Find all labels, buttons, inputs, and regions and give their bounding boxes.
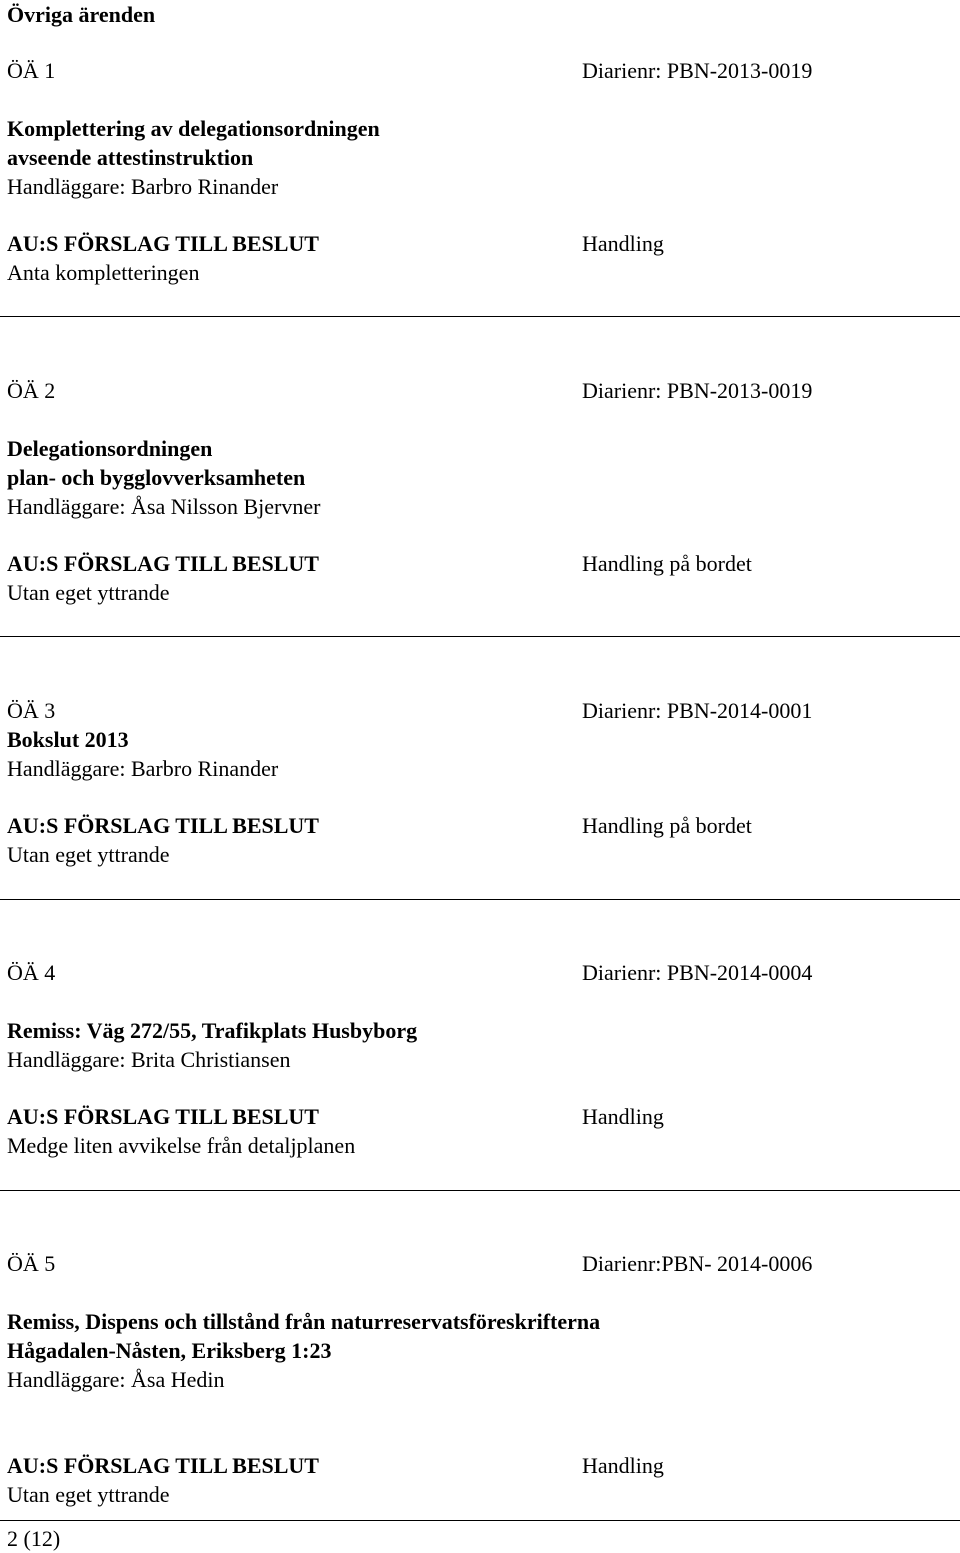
item-proposal: Utan eget yttrande (7, 1482, 170, 1507)
item-handling: Handling på bordet (582, 551, 752, 576)
item-id: ÖÄ 5 (7, 1251, 56, 1276)
item-diarienr: Diarienr:PBN- 2014-0006 (582, 1251, 813, 1276)
item-proposal: Anta kompletteringen (7, 260, 200, 285)
item-title-line: Komplettering av delegationsordningen (7, 116, 380, 141)
item-proposal-label: AU:S FÖRSLAG TILL BESLUT (7, 231, 319, 256)
item-proposal: Utan eget yttrande (7, 842, 170, 867)
page-number: 2 (12) (7, 1526, 61, 1551)
item-title-line: Bokslut 2013 (7, 727, 129, 752)
section-title: Övriga ärenden (7, 2, 156, 27)
item-title-line: Remiss, Dispens och tillstånd från naturreservatsföreskrifterna (7, 1309, 601, 1334)
item-id: ÖÄ 3 (7, 698, 56, 723)
item-handlaggare: Handläggare: Barbro Rinander (7, 174, 279, 199)
item-handlaggare: Handläggare: Åsa Hedin (7, 1367, 225, 1392)
item-title-line: avseende attestinstruktion (7, 145, 254, 170)
item-title-line: Delegationsordningen (7, 436, 213, 461)
item-id: ÖÄ 2 (7, 378, 56, 403)
item-handling: Handling (582, 1453, 664, 1478)
item-handlaggare: Handläggare: Brita Christiansen (7, 1047, 291, 1072)
item-divider (0, 899, 960, 900)
item-divider (0, 1190, 960, 1191)
item-proposal-label: AU:S FÖRSLAG TILL BESLUT (7, 813, 319, 838)
item-divider (0, 316, 960, 317)
item-proposal: Medge liten avvikelse från detaljplanen (7, 1133, 356, 1158)
item-id: ÖÄ 4 (7, 960, 56, 985)
item-title-line: Remiss: Väg 272/55, Trafikplats Husbyborg (7, 1018, 418, 1043)
item-proposal: Utan eget yttrande (7, 580, 170, 605)
item-handlaggare: Handläggare: Barbro Rinander (7, 756, 279, 781)
item-proposal-label: AU:S FÖRSLAG TILL BESLUT (7, 551, 319, 576)
item-handling: Handling på bordet (582, 813, 752, 838)
item-diarienr: Diarienr: PBN-2014-0001 (582, 698, 813, 723)
item-diarienr: Diarienr: PBN-2013-0019 (582, 58, 813, 83)
item-handlaggare: Handläggare: Åsa Nilsson Bjervner (7, 494, 321, 519)
item-title-line: Hågadalen-Nåsten, Eriksberg 1:23 (7, 1338, 332, 1363)
item-handling: Handling (582, 231, 664, 256)
item-divider (0, 636, 960, 637)
item-proposal-label: AU:S FÖRSLAG TILL BESLUT (7, 1104, 319, 1129)
item-diarienr: Diarienr: PBN-2014-0004 (582, 960, 813, 985)
item-id: ÖÄ 1 (7, 58, 56, 83)
item-proposal-label: AU:S FÖRSLAG TILL BESLUT (7, 1453, 319, 1478)
item-diarienr: Diarienr: PBN-2013-0019 (582, 378, 813, 403)
item-handling: Handling (582, 1104, 664, 1129)
item-title-line: plan- och bygglovverksamheten (7, 465, 306, 490)
footer-divider (0, 1520, 960, 1521)
